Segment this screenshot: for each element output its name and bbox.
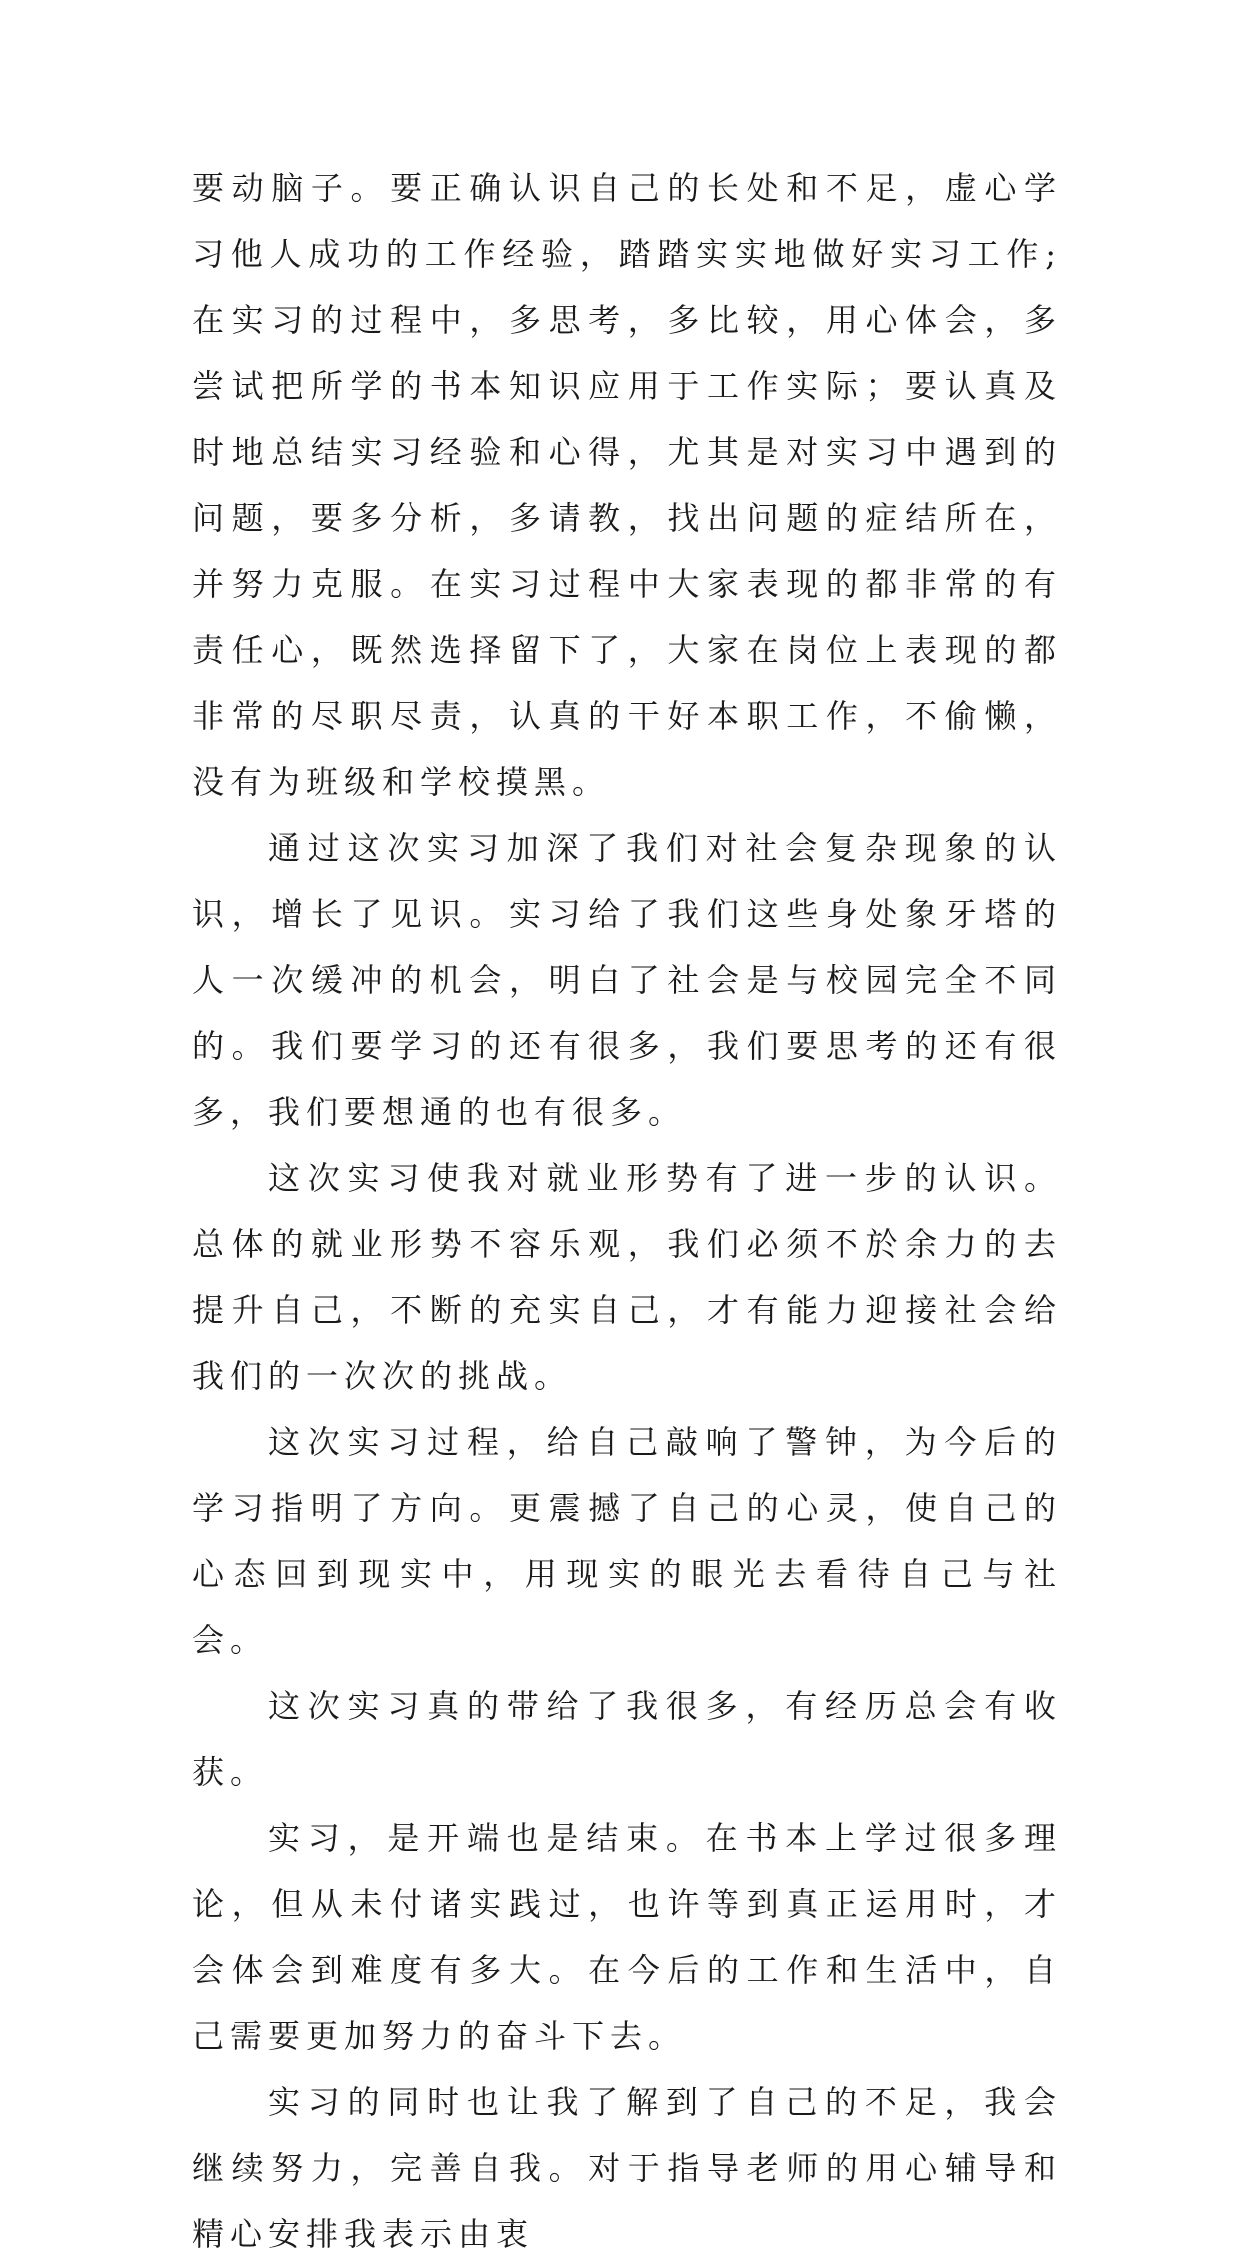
paragraph-gains: 这次实习真的带给了我很多，有经历总会有收获。 xyxy=(192,1687,1062,1791)
body-text xyxy=(192,155,1062,2267)
paragraph-continued: 要动脑子。要正确认识自己的长处和不足，虚心学习他人成功的工作经验，踏踏实实地做好实习工作;在实习的过程中，多思考，多比较，用心体会，多尝试把所学的书本知识应用于工作实际；要认真及时地总结实习经验和心得，尤其是对实习中遇到的问题，要多分析，多请教，找出问题的症结所在，并努力克服。在实习过程中大家表现的都非常的有责任心，既然选择留下了，大家在岗位上表现的都非常的尽职尽责，认真的干好本职工作，不偷懒，没有为班级和学校摸黑。 xyxy=(192,169,1062,801)
paragraph-beginning-and-end: 实习，是开端也是结束。在书本上学过很多理论，但从未付诸实践过，也许等到真正运用时，才会体会到难度有多大。在今后的工作和生活中，自己需要更加努力的奋斗下去。 xyxy=(192,1819,1062,2055)
paragraph-internship-insight: 通过这次实习加深了我们对社会复杂现象的认识，增长了见识。实习给了我们这些身处象牙塔的人一次缓冲的机会，明白了社会是与校园完全不同的。我们要学习的还有很多，我们要思考的还有很多，我们要想通的也有很多。 xyxy=(192,829,1062,1131)
paragraph-shortcomings: 实习的同时也让我了解到了自己的不足，我会继续努力，完善自我。对于指导老师的用心辅导和精心安排我表示由衷 xyxy=(192,2083,1062,2253)
paragraph-wake-up-call: 这次实习过程，给自己敲响了警钟，为今后的学习指明了方向。更震撼了自己的心灵，使自己的心态回到现实中，用现实的眼光去看待自己与社会。 xyxy=(192,1423,1062,1659)
paragraph-employment-situation: 这次实习使我对就业形势有了进一步的认识。总体的就业形势不容乐观，我们必须不於余力的去提升自己，不断的充实自己，才有能力迎接社会给我们的一次次的挑战。 xyxy=(192,1159,1062,1395)
